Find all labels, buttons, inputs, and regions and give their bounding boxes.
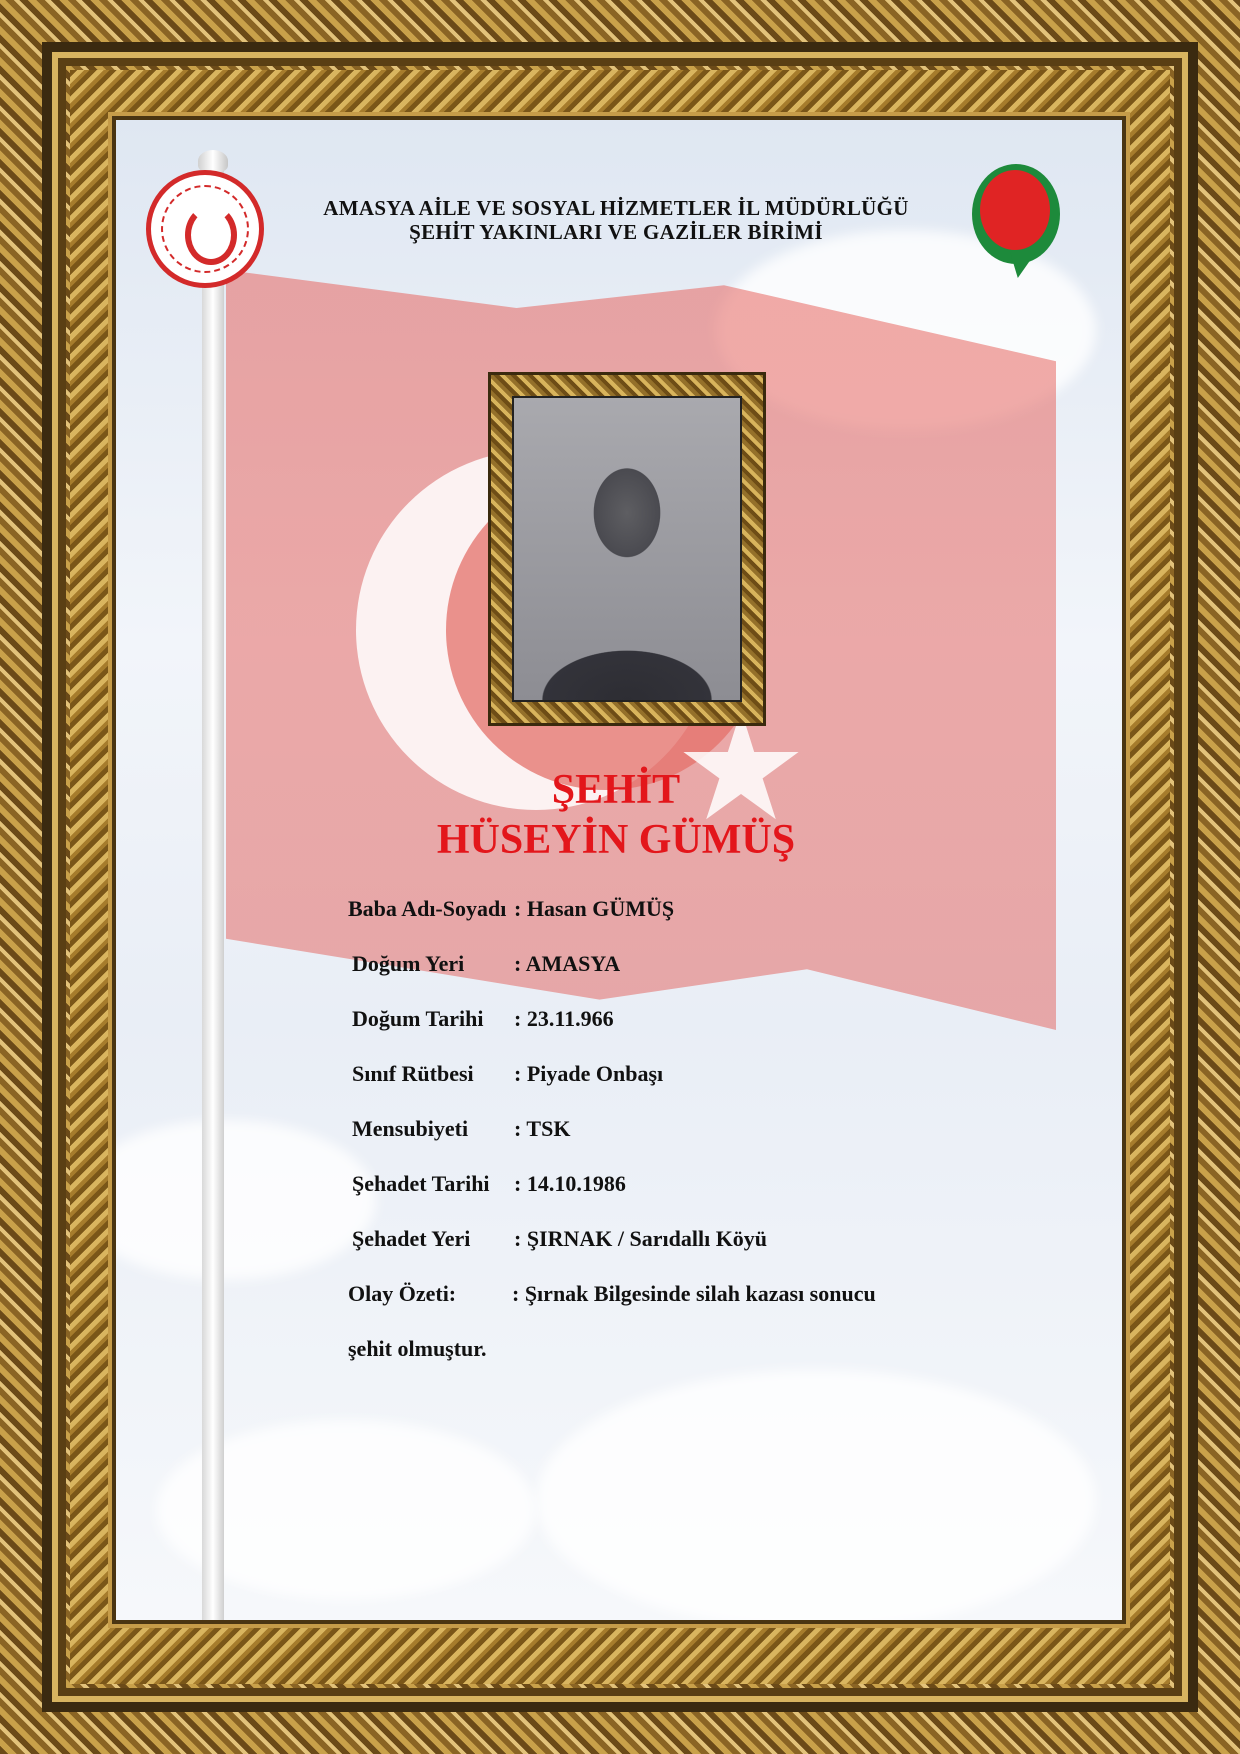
portrait-frame <box>488 372 766 726</box>
summary-continuation: şehit olmuştur. <box>348 1336 487 1361</box>
detail-value: : Piyade Onbaşı <box>514 1061 664 1086</box>
ministry-logo <box>146 170 264 288</box>
memorial-poster <box>116 120 1122 1620</box>
page-header <box>266 196 966 244</box>
detail-label: Baba Adı-Soyadı <box>348 896 507 921</box>
header-line-2: ŞEHİT YAKINLARI VE GAZİLER BİRİMİ <box>409 220 823 244</box>
portrait-photo <box>512 396 742 702</box>
ataturk-emblem-logo <box>972 164 1060 280</box>
detail-label: Mensubiyeti <box>352 1116 469 1141</box>
cloud <box>116 1120 376 1280</box>
crescent-hands-icon <box>185 205 237 265</box>
cloud <box>536 1370 1096 1620</box>
detail-value: : TSK <box>514 1116 571 1141</box>
emblem-tail <box>1010 252 1036 278</box>
detail-label: Doğum Yeri <box>352 951 465 976</box>
detail-label: Doğum Tarihi <box>352 1006 484 1031</box>
detail-value: : 23.11.966 <box>514 1006 614 1031</box>
detail-label: Sınıf Rütbesi <box>352 1061 474 1086</box>
detail-label: Şehadet Yeri <box>352 1226 471 1251</box>
detail-value: : AMASYA <box>514 951 621 976</box>
emblem-red <box>980 170 1050 250</box>
detail-label: Şehadet Tarihi <box>352 1171 490 1196</box>
header-line-1: AMASYA AİLE VE SOSYAL HİZMETLER İL MÜDÜRLÜĞÜ <box>323 196 909 220</box>
detail-value: : Hasan GÜMÜŞ <box>514 896 675 921</box>
title-name: HÜSEYİN GÜMÜŞ <box>436 817 796 863</box>
detail-value: : 14.10.1986 <box>514 1171 626 1196</box>
title-sehit: ŞEHİT <box>551 767 681 813</box>
detail-value: : ŞIRNAK / Sarıdallı Köyü <box>514 1226 768 1251</box>
flag-pole <box>202 160 224 1620</box>
summary-label: Olay Özeti: <box>348 1281 457 1306</box>
flag-pole-top <box>198 150 228 172</box>
summary-value: : Şırnak Bilgesinde silah kazası sonucu <box>512 1281 876 1306</box>
